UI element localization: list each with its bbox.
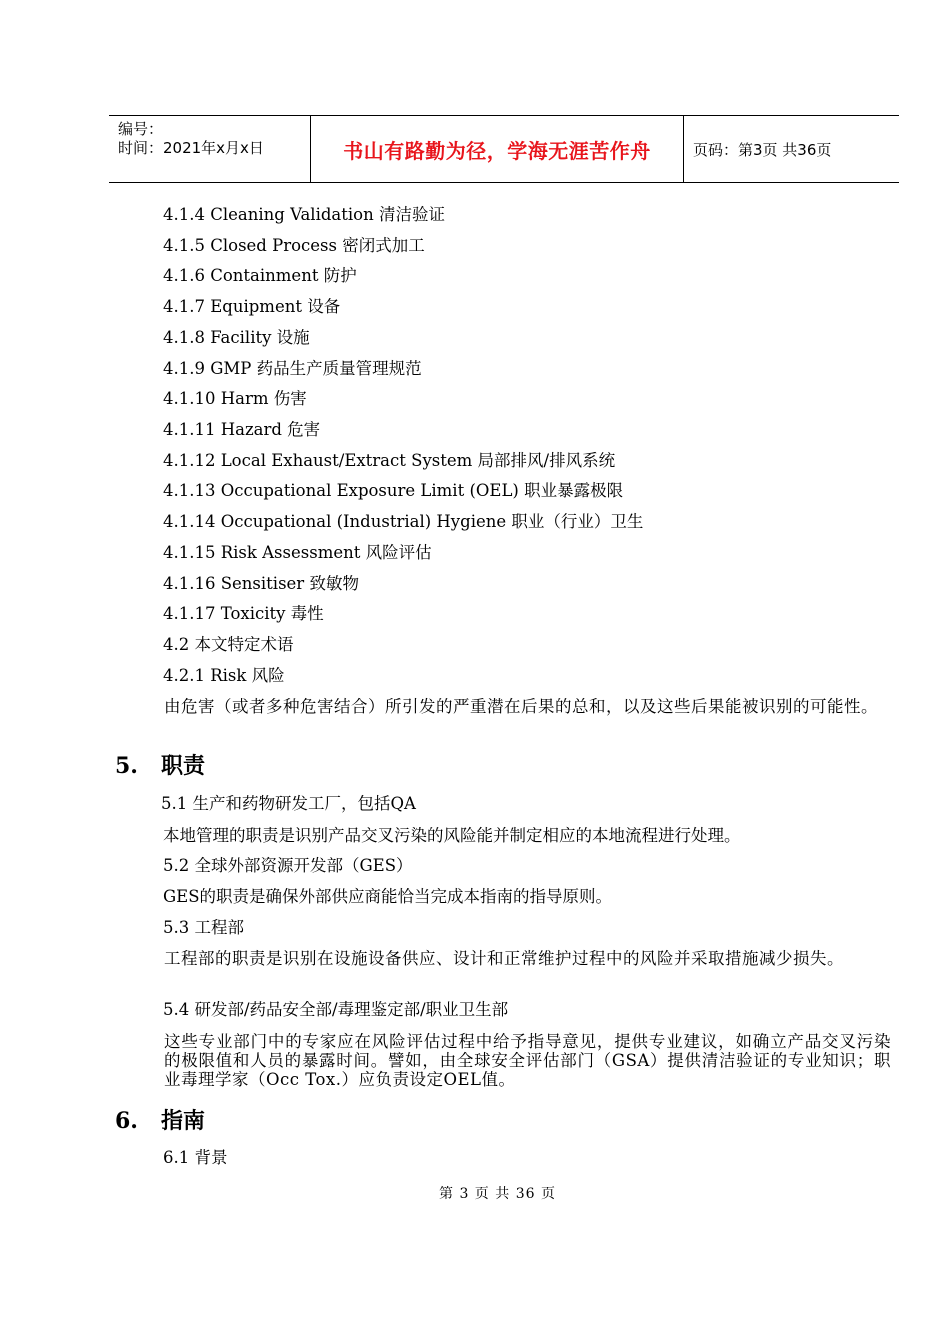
subsection-heading: 5.1 生产和药物研发工厂，包括QA <box>161 794 416 813</box>
paragraph: GES的职责是确保外部供应商能恰当完成本指南的指导原则。 <box>163 887 613 906</box>
subsection-heading: 5.4 研发部/药品安全部/毒理鉴定部/职业卫生部 <box>163 1000 509 1019</box>
page-footer: 第 3 页 共 36 页 <box>439 1186 556 1202</box>
term-item: 4.1.14 Occupational (Industrial) Hygiene 职业（行业）卫生 <box>163 512 644 531</box>
term-item: 4.1.6 Containment 防护 <box>163 266 357 285</box>
term-item: 4.1.17 Toxicity 毒性 <box>163 604 324 623</box>
risk-definition: 由危害（或者多种危害结合）所引发的严重潜在后果的总和，以及这些后果能被识别的可能性。 <box>164 697 878 716</box>
serial-label: 编号： <box>118 120 164 138</box>
term-item: 4.1.16 Sensitiser 致敏物 <box>163 574 359 593</box>
subsection-heading: 6.1 背景 <box>163 1148 228 1167</box>
term-item: 4.1.9 GMP 药品生产质量管理规范 <box>163 359 422 378</box>
term-item: 4.1.12 Local Exhaust/Extract System 局部排风/排风系统 <box>163 451 616 470</box>
paragraph: 这些专业部门中的专家应在风险评估过程中给予指导意见，提供专业建议，如确立产品交叉污染的极限值和人员的暴露时间。譬如，由全球安全评估部门（GSA）提供清洁验证的专业知识；职业毒理学家（Occ Tox.）应负责设定OEL值。 <box>164 1032 891 1089</box>
term-item: 4.1.5 Closed Process 密闭式加工 <box>163 236 425 255</box>
section-heading <box>115 1108 205 1134</box>
page-header <box>109 115 899 183</box>
paragraph: 本地管理的职责是识别产品交叉污染的风险能并制定相应的本地流程进行处理。 <box>163 826 741 845</box>
term-item: 4.1.13 Occupational Exposure Limit (OEL) 职业暴露极限 <box>163 481 624 500</box>
term-item: 4.1.7 Equipment 设备 <box>163 297 341 316</box>
term-item: 4.2.1 Risk 风险 <box>163 666 285 685</box>
term-item: 4.1.8 Facility 设施 <box>163 328 310 347</box>
header-meta <box>109 116 310 182</box>
term-item: 4.1.10 Harm 伤害 <box>163 389 307 408</box>
header-page-info: 页码：第3页 共36页 <box>693 140 832 159</box>
section-number: 5. <box>115 753 138 779</box>
section-title: 指南 <box>161 1108 206 1134</box>
section-heading <box>115 753 205 779</box>
paragraph: 工程部的职责是识别在设施设备供应、设计和正常维护过程中的风险并采取措施减少损失。 <box>164 949 844 968</box>
term-item: 4.1.15 Risk Assessment 风险评估 <box>163 543 432 562</box>
term-item: 4.1.4 Cleaning Validation 清洁验证 <box>163 205 445 224</box>
section-title: 职责 <box>161 753 206 779</box>
subsection-heading: 5.2 全球外部资源开发部（GES） <box>163 856 413 875</box>
subsection-heading: 5.3 工程部 <box>163 918 244 937</box>
header-motto: 书山有路勤为径，学海无涯苦作舟 <box>310 116 684 182</box>
term-item: 4.2 本文特定术语 <box>163 635 294 654</box>
section-number: 6. <box>115 1108 138 1134</box>
term-item: 4.1.11 Hazard 危害 <box>163 420 321 439</box>
time-label: 时间：2021年x月x日 <box>118 139 264 157</box>
